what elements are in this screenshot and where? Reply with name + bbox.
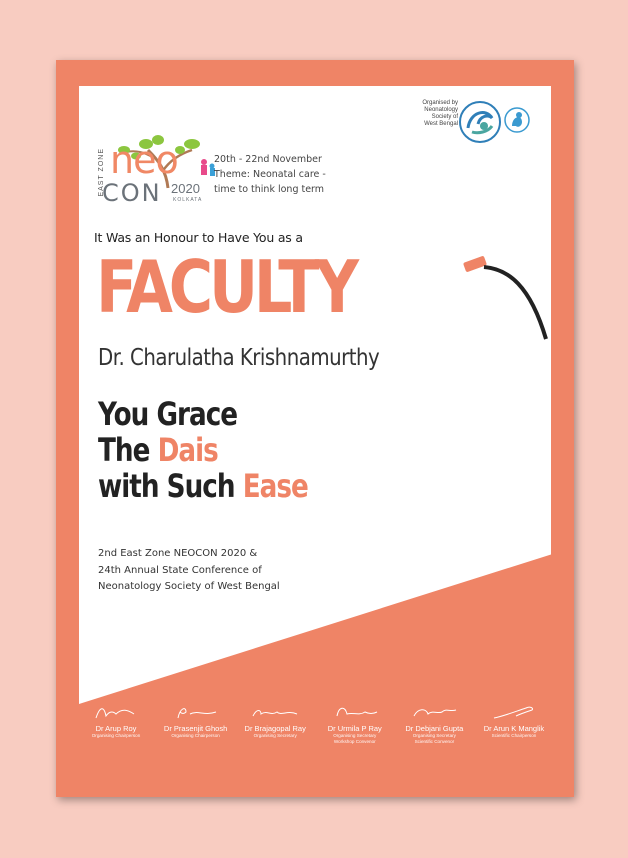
conference-info <box>98 546 398 596</box>
organiser-line2: Neonatology <box>424 107 458 113</box>
conference-line2: 24th Annual State Conference of <box>98 564 262 576</box>
signatory <box>396 702 472 762</box>
signatory <box>317 702 393 762</box>
tagline-line2 <box>98 432 410 468</box>
signature-icon <box>327 702 383 722</box>
logo-year: 2020 <box>171 181 200 196</box>
logo-neo: neo <box>110 138 178 182</box>
signatory-name: Dr Arun K Manglik <box>483 724 545 733</box>
organiser-line1: Organised by <box>422 100 458 106</box>
signatory-name: Dr Urmila P Ray <box>327 724 382 733</box>
signatory-role: Organising Secretary <box>333 733 377 738</box>
signatory-role: Organising Secretary <box>412 733 456 738</box>
mother-child-logo-icon <box>504 104 530 136</box>
signatory-role-2: Scientific Convenor <box>414 739 455 744</box>
conference-line3: Neonatology Society of West Bengal <box>98 581 280 592</box>
tagline-line3 <box>98 468 410 504</box>
signatory <box>78 702 154 762</box>
signatory-role-2: Workshop Convenor <box>333 739 376 744</box>
honour-text: It Was an Honour to Have You as a <box>94 230 303 245</box>
signatory-name: Dr Arup Roy <box>95 724 137 733</box>
signatory-name: Dr Prasenjit Ghosh <box>163 724 228 733</box>
event-dates: 20th - 22nd November <box>214 154 322 165</box>
tagline-line3-a: with Such <box>98 467 243 505</box>
certificate <box>56 60 574 797</box>
signatures <box>78 702 552 762</box>
role-title: FACULTY <box>96 245 355 329</box>
signatory <box>158 702 234 762</box>
logo-city: KOLKATA <box>173 197 203 203</box>
tagline <box>98 396 410 504</box>
signatory-role: Organising Chairperson <box>171 733 220 738</box>
event-theme-line1: Theme: Neonatal care - <box>214 169 326 180</box>
signature-icon <box>406 702 462 722</box>
signature-icon <box>247 702 303 722</box>
signatory-role: Organising Secretary <box>253 733 297 738</box>
organiser-line4: West Bengal <box>424 121 458 127</box>
event-theme-line2: time to think long term <box>214 184 325 195</box>
tagline-line2-a: The <box>98 431 158 469</box>
signatory <box>237 702 313 762</box>
conference-line1: 2nd East Zone NEOCON 2020 & <box>98 548 258 559</box>
signatory-name: Dr Debjani Gupta <box>405 724 464 733</box>
signature-icon <box>88 702 144 722</box>
nnf-society-logo-icon <box>458 100 502 144</box>
signature-icon <box>168 702 224 722</box>
signatory-role: Organising Chairperson <box>91 733 141 738</box>
organiser-text <box>396 100 458 128</box>
tagline-line1: You Grace <box>98 395 238 433</box>
signatory-name: Dr Brajagopal Ray <box>244 724 306 733</box>
microphone-icon <box>456 255 556 345</box>
event-info <box>214 152 364 197</box>
logo-east-zone: EAST ZONE <box>98 148 105 197</box>
recipient-name: Dr. Charulatha Krishnamurthy <box>98 345 380 371</box>
signatory <box>476 702 552 762</box>
organiser-line3: Society of <box>431 114 458 120</box>
signatory-role: Scientific Chairperson <box>491 733 537 738</box>
tagline-dais: Dais <box>157 431 218 469</box>
tagline-ease: Ease <box>242 467 308 505</box>
logo-con: CON <box>102 179 162 207</box>
signature-icon <box>486 702 542 722</box>
